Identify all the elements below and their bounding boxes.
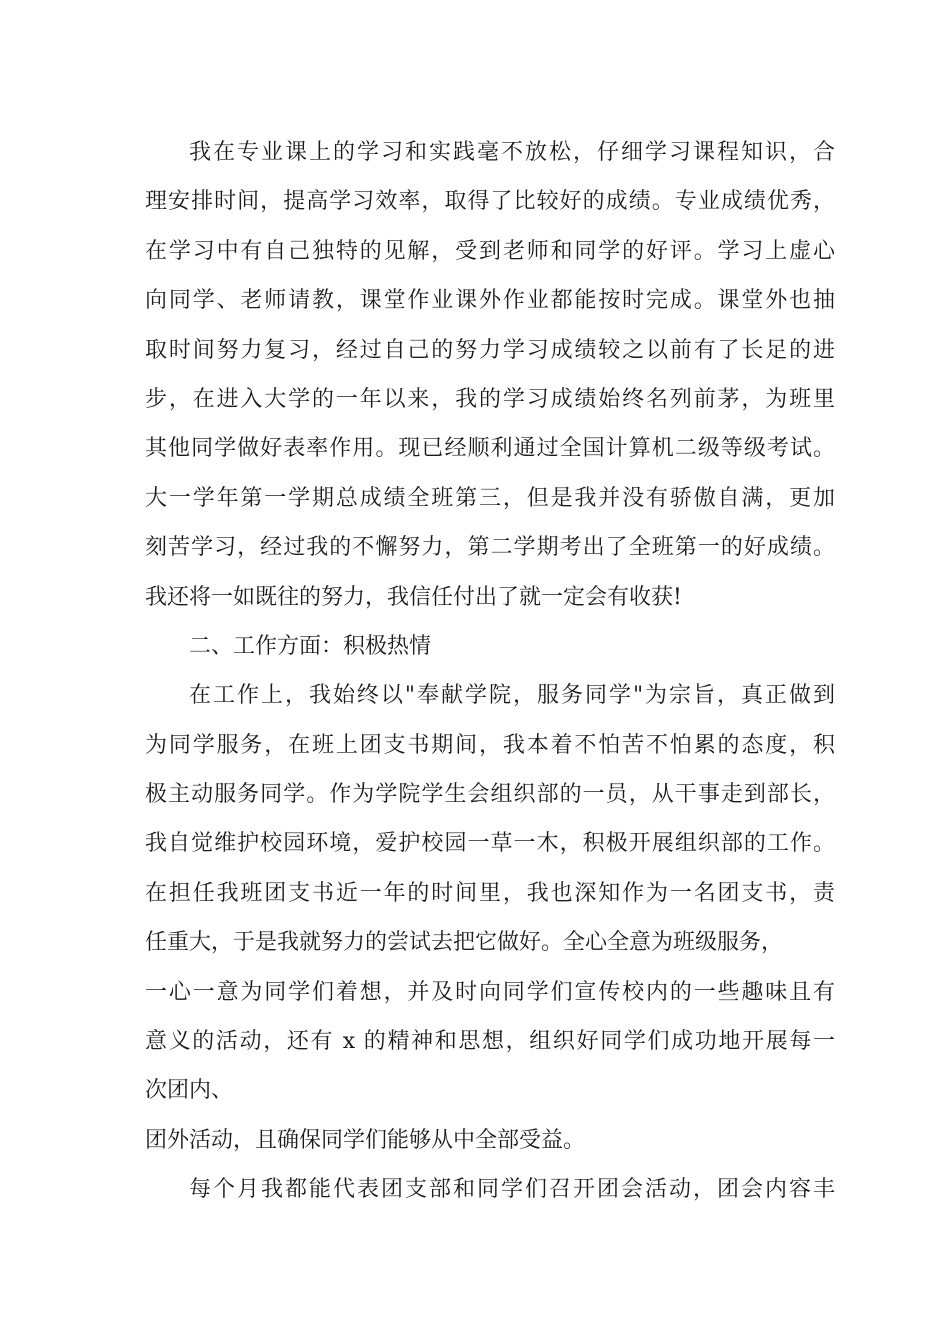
text-line: 大一学年第一学期总成绩全班第三，但是我并没有骄傲自满，更加 bbox=[145, 485, 835, 511]
text-line: 我自觉维护校园环境，爱护校园一草一木，积极开展组织部的工作。 bbox=[145, 831, 835, 857]
text-line: 刻苦学习，经过我的不懈努力，第二学期考出了全班第一的好成绩。 bbox=[145, 535, 835, 561]
text-line: 二、工作方面：积极热情 bbox=[189, 633, 432, 659]
text-line: 意义的活动，还有 x 的精神和思想，组织好同学们成功地开展每一 bbox=[145, 1029, 835, 1055]
text-line: 极主动服务同学。作为学院学生会组织部的一员，从干事走到部长， bbox=[145, 782, 835, 808]
document-body bbox=[145, 128, 835, 1215]
text-line: 我在专业课上的学习和实践毫不放松，仔细学习课程知识，合 bbox=[189, 140, 835, 165]
text-line: 步，在进入大学的一年以来，我的学习成绩始终名列前茅，为班里 bbox=[145, 386, 835, 412]
text-line: 取时间努力复习，经过自己的努力学习成绩较之以前有了长足的进 bbox=[145, 337, 835, 363]
text-line: 我还将一如既往的努力，我信任付出了就一定会有收获! bbox=[145, 584, 682, 610]
text-line: 为同学服务，在班上团支书期间，我本着不怕苦不怕累的态度，积 bbox=[145, 732, 835, 758]
text-line: 理安排时间，提高学习效率，取得了比较好的成绩。专业成绩优秀， bbox=[145, 189, 835, 215]
text-line: 团外活动，且确保同学们能够从中全部受益。 bbox=[145, 1127, 586, 1153]
text-line: 向同学、老师请教，课堂作业课外作业都能按时完成。课堂外也抽 bbox=[145, 288, 835, 314]
text-line: 在担任我班团支书近一年的时间里，我也深知作为一名团支书，责 bbox=[145, 880, 835, 906]
text-line: 任重大，于是我就努力的尝试去把它做好。全心全意为班级服务， bbox=[145, 930, 784, 956]
text-line: 在学习中有自己独特的见解，受到老师和同学的好评。学习上虚心 bbox=[145, 238, 835, 264]
text-line: 在工作上，我始终以"奉献学院，服务同学"为宗旨，真正做到 bbox=[189, 683, 835, 709]
text-line: 其他同学做好表率作用。现已经顺利通过全国计算机二级等级考试。 bbox=[145, 436, 835, 462]
text-line: 每个月我都能代表团支部和同学们召开团会活动，团会内容丰 bbox=[189, 1177, 835, 1203]
text-line: 一心一意为同学们着想，并及时向同学们宣传校内的一些趣味且有 bbox=[145, 979, 835, 1005]
text-line: 次团内、 bbox=[145, 1078, 234, 1104]
